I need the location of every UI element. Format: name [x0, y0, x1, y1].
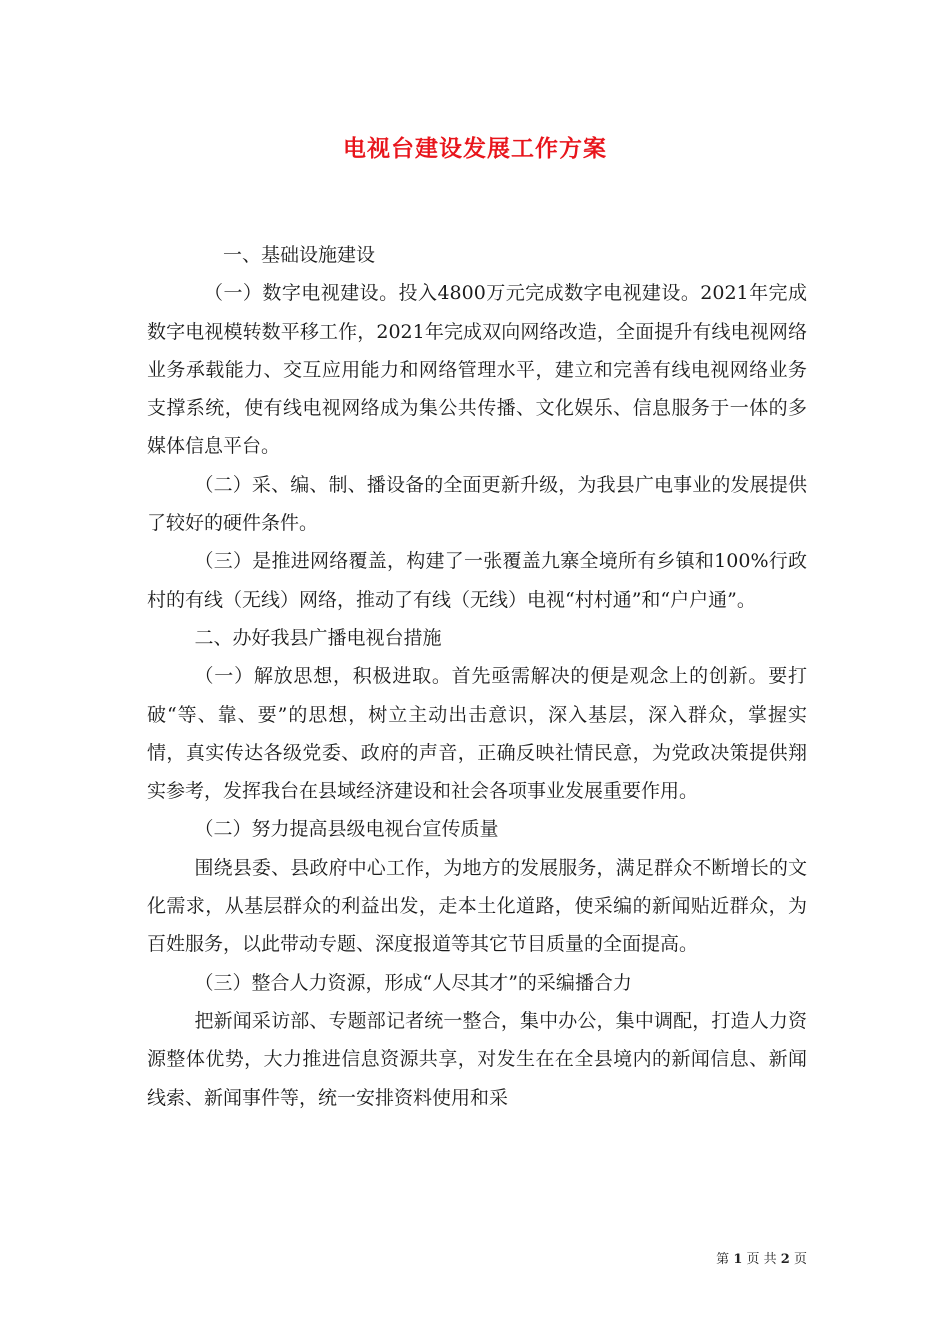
document-title: 电视台建设发展工作方案 [343, 136, 607, 162]
paragraph: （三）整合人力资源，形成“人尽其才”的采编播合力 [194, 971, 632, 994]
document-body [147, 236, 807, 1117]
paragraph: （二）采、编、制、播设备的全面更新升级，为我县广电事业的发展提供了较好的硬件条件。 [147, 473, 807, 535]
page-number-total: 2 [780, 1252, 790, 1267]
paragraph: 围绕县委、县政府中心工作，为地方的发展服务，满足群众不断增长的文化需求，从基层群众的利益出发，走本土化道路，使采编的新闻贴近群众，为百姓服务，以此带动专题、深度报道等其它节目质量的全面提高。 [147, 856, 807, 956]
page-number [716, 1248, 807, 1267]
page-number-current: 1 [733, 1252, 743, 1267]
page-number-suffix: 页 [793, 1252, 807, 1267]
section-heading-1: 一、基础设施建设 [223, 244, 376, 266]
paragraph: （三）是推进网络覆盖，构建了一张覆盖九寨全境所有乡镇和100%行政村的有线（无线）网络，推动了有线（无线）电视“村村通”和“户户通”。 [147, 550, 807, 611]
page-number-prefix: 第 [716, 1252, 730, 1267]
paragraph: （一）数字电视建设。投入4800万元完成数字电视建设。2021年完成数字电视模转数平移工作，2021年完成双向网络改造，全面提升有线电视网络业务承载能力、交互应用能力和网络管理水平，建立和完善有线电视网络业务支撑系统，使有线电视网络成为集公共传播、文化娱乐、信息服务于一体的多媒体信息平台。 [147, 282, 807, 458]
page-number-middle: 页 共 [746, 1252, 777, 1267]
paragraph: （一）解放思想，积极进取。首先亟需解决的便是观念上的创新。要打破“等、靠、要”的思想，树立主动出击意识，深入基层，深入群众，掌握实情，真实传达各级党委、政府的声音，正确反映社情民意，为党政决策提供翔实参考，发挥我台在县域经济建设和社会各项事业发展重要作用。 [147, 665, 807, 803]
paragraph: （二）努力提高县级电视台宣传质量 [194, 818, 499, 841]
paragraph: 把新闻采访部、专题部记者统一整合，集中办公，集中调配，打造人力资源整体优势，大力推进信息资源共享，对发生在在全县境内的新闻信息、新闻线索、新闻事件等，统一安排资料使用和采 [147, 1009, 807, 1109]
section-heading-2: 二、办好我县广播电视台措施 [194, 626, 442, 649]
